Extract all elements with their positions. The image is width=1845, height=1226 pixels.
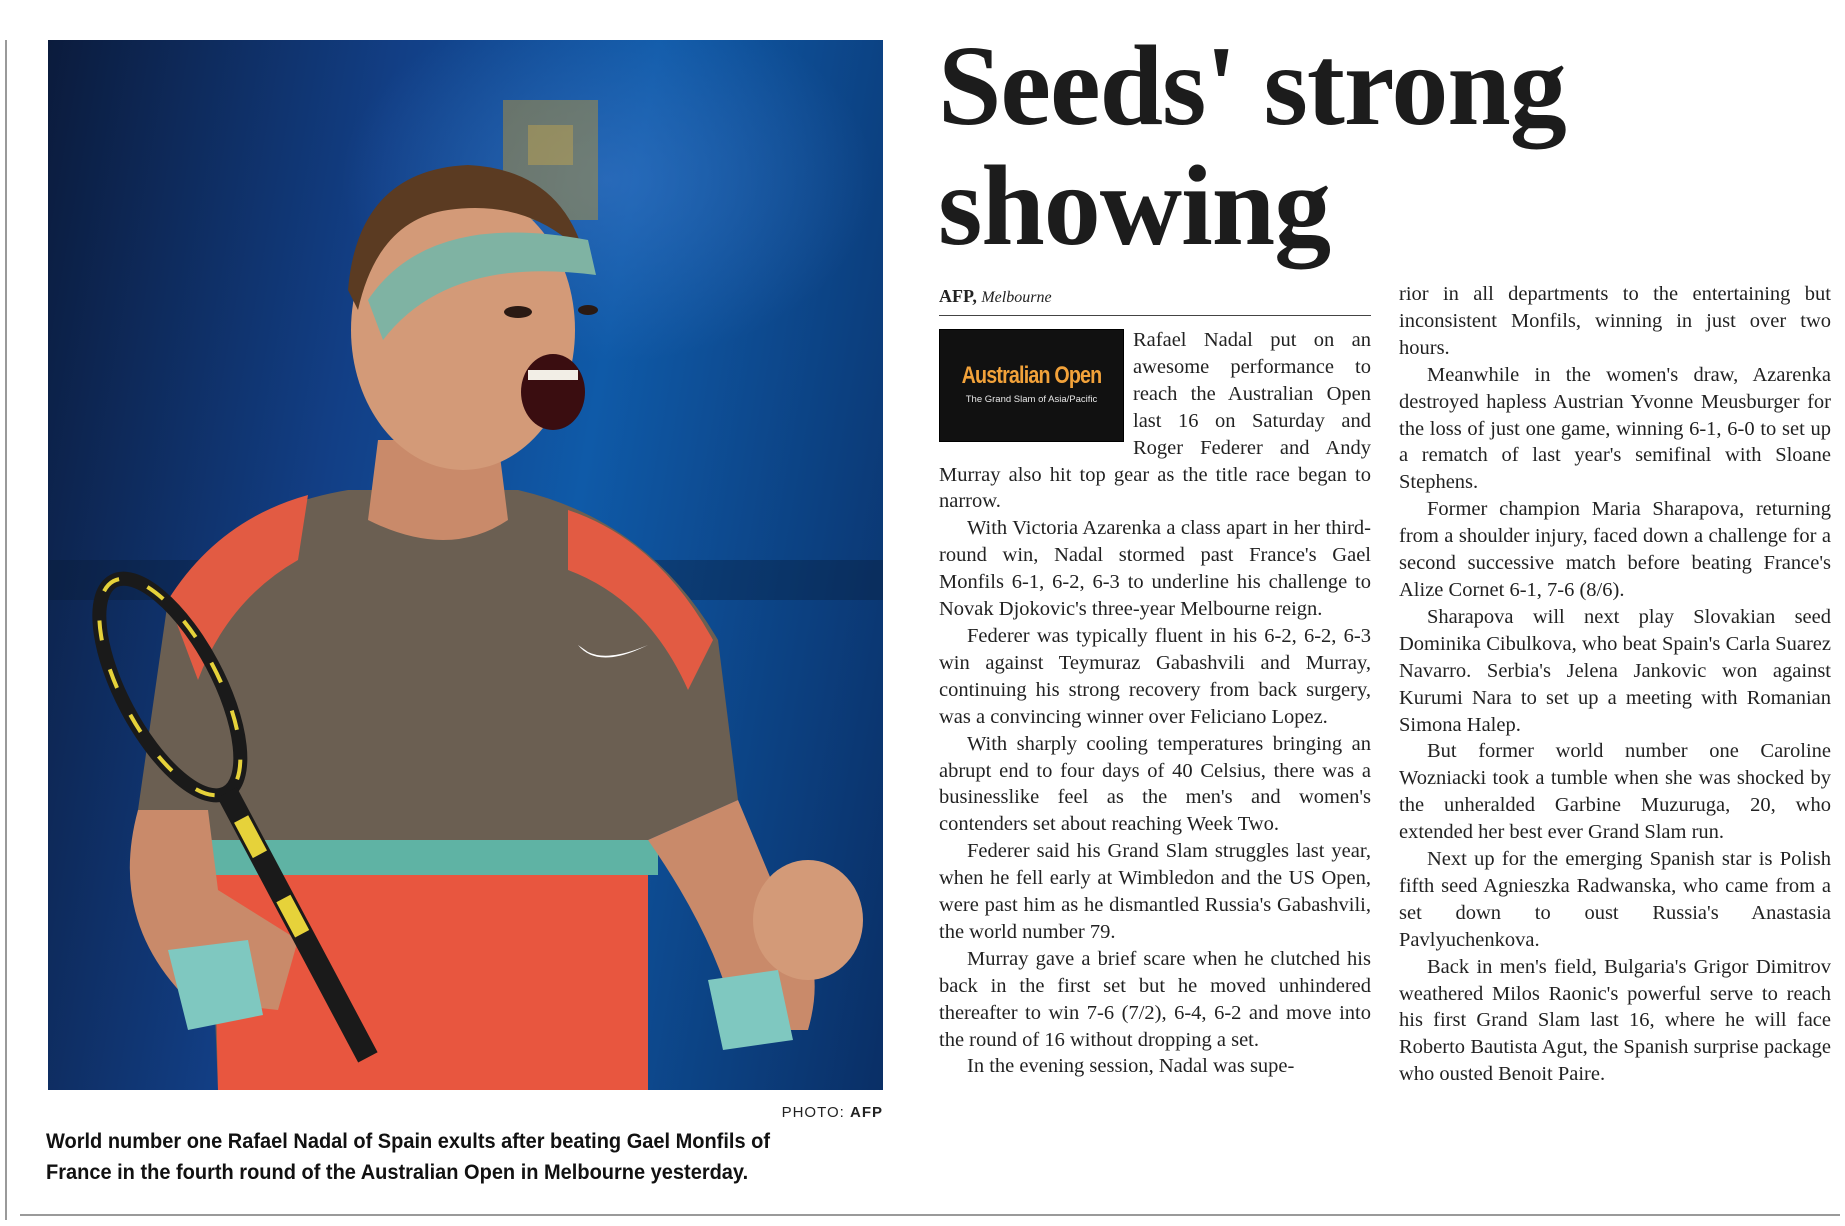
photo-credit-label: PHOTO:: [781, 1104, 845, 1121]
tennis-player-illustration: [48, 40, 883, 1090]
byline-place: Melbourne: [981, 289, 1052, 306]
paragraph: Murray gave a brief scare when he clutched his back in the first set but he moved unhindered thereafter to win 7-6 (7/2), 6-4, 6-2 and move into the round of 16 without dropping a set.: [939, 947, 1371, 1051]
news-photo: [48, 40, 883, 1090]
logo-tagline: The Grand Slam of Asia/Pacific: [965, 394, 1098, 405]
paragraph: In the evening session, Nadal was supe-: [967, 1055, 1295, 1078]
headline-line-1: Seeds' strong: [938, 22, 1566, 149]
paragraph: With sharply cooling temperatures bringing an abrupt end to four days of 40 Celsius, there was a businesslike feel as the men's and women's contenders set about reaching Week Two.: [939, 732, 1371, 836]
article-column-1: [939, 327, 1371, 1080]
paragraph: Former champion Maria Sharapova, returning from a shoulder injury, faced down a challenge for a second successive match before beating France's Alize Cornet 6-1, 7-6 (8/6).: [1399, 498, 1831, 601]
paragraph: rior in all departments to the entertaining but inconsistent Monfils, winning in just over two hours.: [1399, 283, 1831, 359]
photo-credit: [583, 1104, 883, 1121]
paragraph: Meanwhile in the women's draw, Azarenka destroyed hapless Austrian Yvonne Meusburger for the loss of just one game, winning 6-1, 6-0 to set up a rematch of last year's semifinal with Sloane Stephens.: [1399, 363, 1831, 494]
paragraph: Federer was typically fluent in his 6-2, 6-2, 6-3 win against Teymuraz Gabashvili and Murray, continuing his strong recovery from back surgery, was a convincing winner over Feliciano Lopez.: [939, 624, 1371, 728]
photo-credit-agency: AFP: [850, 1104, 883, 1121]
headline-line-2: showing: [938, 142, 1331, 269]
headline: [938, 22, 1838, 269]
bottom-rule: [20, 1214, 1840, 1216]
paragraph: Rafael Nadal put on an awesome performance to reach the Australian Open last 16 on Saturday and Roger Federer and Andy Murray also hit top gear as the title race began to narrow.: [939, 329, 1371, 513]
paragraph: Federer said his Grand Slam struggles last year, when he fell early at Wimbledon and the US Open, were past him as he dismantled Russia's Gabashvili, the world number 79.: [939, 840, 1371, 943]
paragraph: With Victoria Azarenka a class apart in her third-round win, Nadal stormed past France's Gael Monfils 6-1, 6-2, 6-3 to underline his challenge to Novak Djokovic's three-year Melbourne reign.: [939, 517, 1371, 621]
photo-caption: World number one Rafael Nadal of Spain exults after beating Gael Monfils of France in the fourth round of the Australian Open in Melbourne yesterday.: [46, 1129, 771, 1184]
byline-agency: AFP,: [939, 286, 977, 306]
logo-spacer: [939, 327, 1133, 435]
paragraph: Back in men's field, Bulgaria's Grigor Dimitrov weathered Milos Raonic's powerful serve to reach his first Grand Slam last 16, where he will face Roberto Bautista Agut, the Spanish surprise package who ousted Benoit Paire.: [1399, 955, 1831, 1086]
article-column-2: [1399, 281, 1831, 1088]
logo-wordmark: Australian Open: [961, 362, 1102, 389]
paragraph: But former world number one Caroline Wozniacki took a tumble when she was shocked by the unheralded Garbine Muzuruga, 20, who extended her best ever Grand Slam run.: [1399, 740, 1831, 844]
byline: [939, 286, 1371, 316]
paragraph: Sharapova will next play Slovakian seed Dominika Cibulkova, who beat Spain's Carla Suarez Navarro. Serbia's Jelena Jankovic won against Kurumi Nara to set up a meeting with Romanian Simona Halep.: [1399, 605, 1831, 736]
paragraph: Next up for the emerging Spanish star is Polish fifth seed Agnieszka Radwanska, who came from a set down to oust Russia's Anastasia Pavlyuchenkova.: [1399, 848, 1831, 951]
left-column-rule: [5, 40, 7, 1220]
